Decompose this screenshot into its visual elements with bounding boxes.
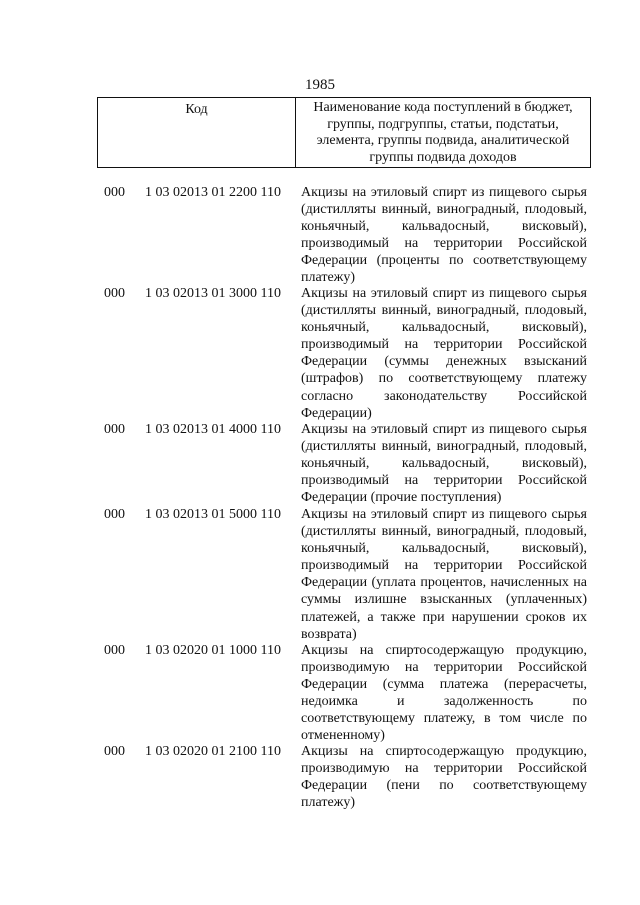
income-code: 1 03 02020 01 1000 110: [145, 643, 281, 658]
income-name: Акцизы на спиртосодержащую продукцию, производимую на территории Российской Федерации (сумма платежа (перерасчеты, недоимка и задолженность по соответствующему платежу, в том числе по отмененному): [301, 643, 587, 744]
table-row: [0, 506, 640, 642]
table-row: [0, 642, 640, 743]
admin-code: 000: [104, 286, 125, 301]
income-code: 1 03 02013 01 5000 110: [145, 507, 281, 522]
income-name: Акцизы на этиловый спирт из пищевого сырья (дистилляты винный, виноградный, плодовый, коньячный, кальвадосный, висковый), производимый на территории Российской Федерации (уплата процентов, начисленных на суммы излишне взысканных (уплаченных) платежей, а также при нарушении сроков их возврата): [301, 507, 587, 642]
table-row: [0, 285, 640, 421]
admin-code: 000: [104, 507, 125, 522]
income-name: Акцизы на этиловый спирт из пищевого сырья (дистилляты винный, виноградный, плодовый, коньячный, кальвадосный, висковый), производимый на территории Российской Федерации (суммы денежных взысканий (штрафов) по соответствующему платежу согласно законодательству Российской Федерации): [301, 286, 587, 421]
code-list: [0, 184, 640, 813]
income-name: Акцизы на этиловый спирт из пищевого сырья (дистилляты винный, виноградный, плодовый, коньячный, кальвадосный, висковый), производимый на территории Российской Федерации (прочие поступления): [301, 422, 587, 506]
table-row: [0, 421, 640, 506]
admin-code: 000: [104, 744, 125, 759]
admin-code: 000: [104, 643, 125, 658]
income-code: 1 03 02013 01 3000 110: [145, 286, 281, 301]
income-name: Акцизы на этиловый спирт из пищевого сырья (дистилляты винный, виноградный, плодовый, коньячный, кальвадосный, висковый), производимый на территории Российской Федерации (проценты по соответствующему платежу): [301, 185, 587, 286]
table-header: [97, 97, 591, 168]
header-code-cell: Код: [98, 98, 296, 167]
admin-code: 000: [104, 185, 125, 200]
income-code: 1 03 02020 01 2100 110: [145, 744, 281, 759]
table-row: [0, 743, 640, 813]
income-code: 1 03 02013 01 4000 110: [145, 422, 281, 437]
income-name: Акцизы на спиртосодержащую продукцию, производимую на территории Российской Федерации (пени по соответствующему платежу): [301, 744, 587, 811]
page-number: 1985: [305, 77, 335, 93]
table-row: [0, 184, 640, 285]
admin-code: 000: [104, 422, 125, 437]
header-name-cell: Наименование кода поступлений в бюджет, группы, подгруппы, статьи, подстатьи, элемента, группы подвида, аналитической группы подвида доходов: [313, 100, 573, 165]
income-code: 1 03 02013 01 2200 110: [145, 185, 281, 200]
